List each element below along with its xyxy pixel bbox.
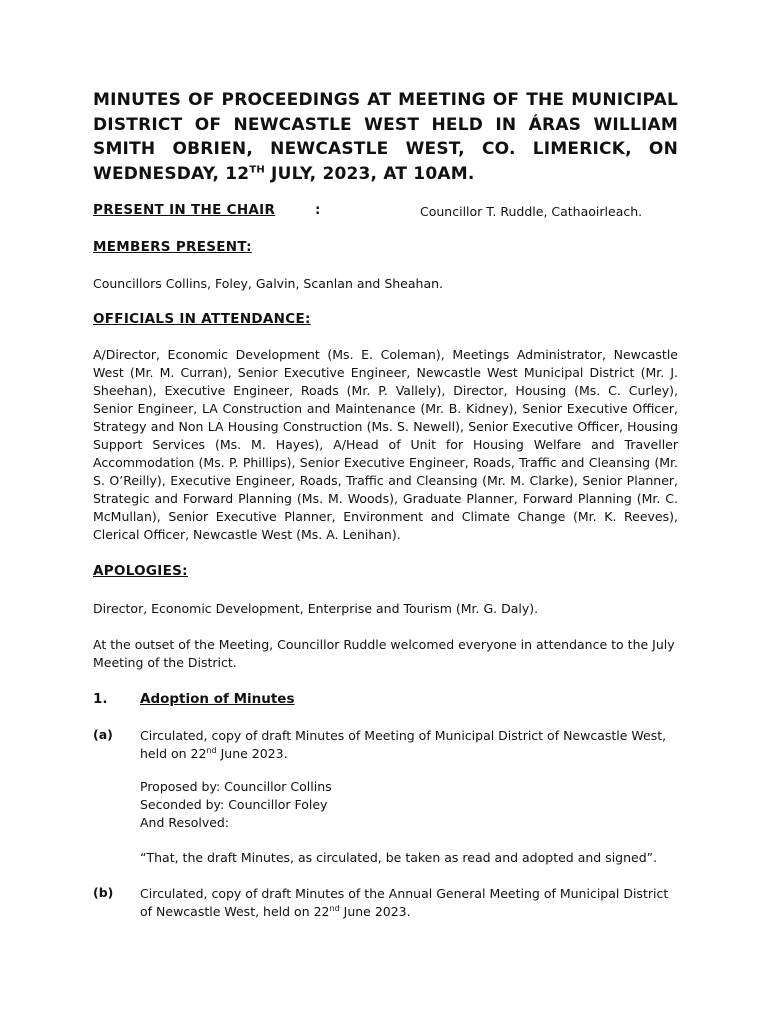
sub-item-label-a: (a) <box>93 727 113 742</box>
chair-heading: PRESENT IN THE CHAIR <box>93 202 276 218</box>
item-number: 1. <box>93 691 108 707</box>
chair-value: Councillor T. Ruddle, Cathaoirleach. <box>420 204 643 219</box>
title-text: MINUTES OF PROCEEDINGS AT MEETING OF THE MUNICIPAL DISTRICT OF NEWCASTLE WEST HELD IN ÁRAS WILLIAM SMITH OBRIEN, NEWCASTLE WEST, CO. LIMERICK, ON WEDNESDAY, 12 <box>93 90 678 184</box>
title-text-end: JULY, 2023, AT 10AM. <box>264 163 475 184</box>
resolution-text: “That, the draft Minutes, as circulated, be taken as read and adopted and signed”. <box>140 850 658 865</box>
officials-text: A/Director, Economic Development (Ms. E. Coleman), Meetings Administrator, Newcastle West (Mr. M. Curran), Senior Executive Engineer, Newcastle West Municipal District (Mr. J. Sheehan), Executive Engineer, Roads (Mr. P. Vallely), Director, Housing (Ms. C. Curley), Senior Engineer, LA Construction and Maintenance (Mr. B. Kidney), Senior Executive Officer, Strategy and Non LA Housing Construction (Ms. S. Newell), Senior Executive Officer, Housing Support Services (Ms. M. Hayes), A/Head of Unit for Housing Welfare and Traveller Accommodation (Ms. P. Phillips), Senior Executive Engineer, Roads, Traffic and Cleansing (Mr. S. O’Reilly), Executive Engineer, Roads, Traffic and Cleansing (Mr. M. Clarke), Senior Planner, Strategic and Forward Planning (Ms. M. Woods), Graduate Planner, Forward Planning (Mr. C. McMullan), Senior Executive Planner, Environment and Climate Change (Mr. K. Reeves), Clerical Officer, Newcastle West (Ms. A. Lenihan). <box>93 347 678 542</box>
and-resolved: And Resolved: <box>140 815 230 830</box>
sub-item-text-a: Circulated, copy of draft Minutes of Meeting of Municipal District of Newcastle West, held on 22nd June 2023. <box>140 728 667 761</box>
members-text: Councillors Collins, Foley, Galvin, Scanlan and Sheahan. <box>93 276 444 291</box>
apologies-heading: APOLOGIES: <box>93 563 188 579</box>
members-heading: MEMBERS PRESENT: <box>93 239 252 255</box>
sub-item-label-b: (b) <box>93 885 114 900</box>
sub-item-text-b: Circulated, copy of draft Minutes of the Annual General Meeting of Municipal District of Newcastle West, held on 22nd June 2023. <box>140 886 669 919</box>
officials-heading: OFFICIALS IN ATTENDANCE: <box>93 311 311 327</box>
chair-colon: : <box>315 202 321 218</box>
title-superscript: TH <box>249 163 265 175</box>
proposed-by: Proposed by: Councillor Collins <box>140 779 332 794</box>
welcome-text: At the outset of the Meeting, Councillor Ruddle welcomed everyone in attendance to the July Meeting of the District. <box>93 637 675 670</box>
document-title <box>93 88 678 186</box>
item-title: Adoption of Minutes <box>140 691 295 707</box>
apologies-text: Director, Economic Development, Enterprise and Tourism (Mr. G. Daly). <box>93 601 539 616</box>
seconded-by: Seconded by: Councillor Foley <box>140 797 328 812</box>
